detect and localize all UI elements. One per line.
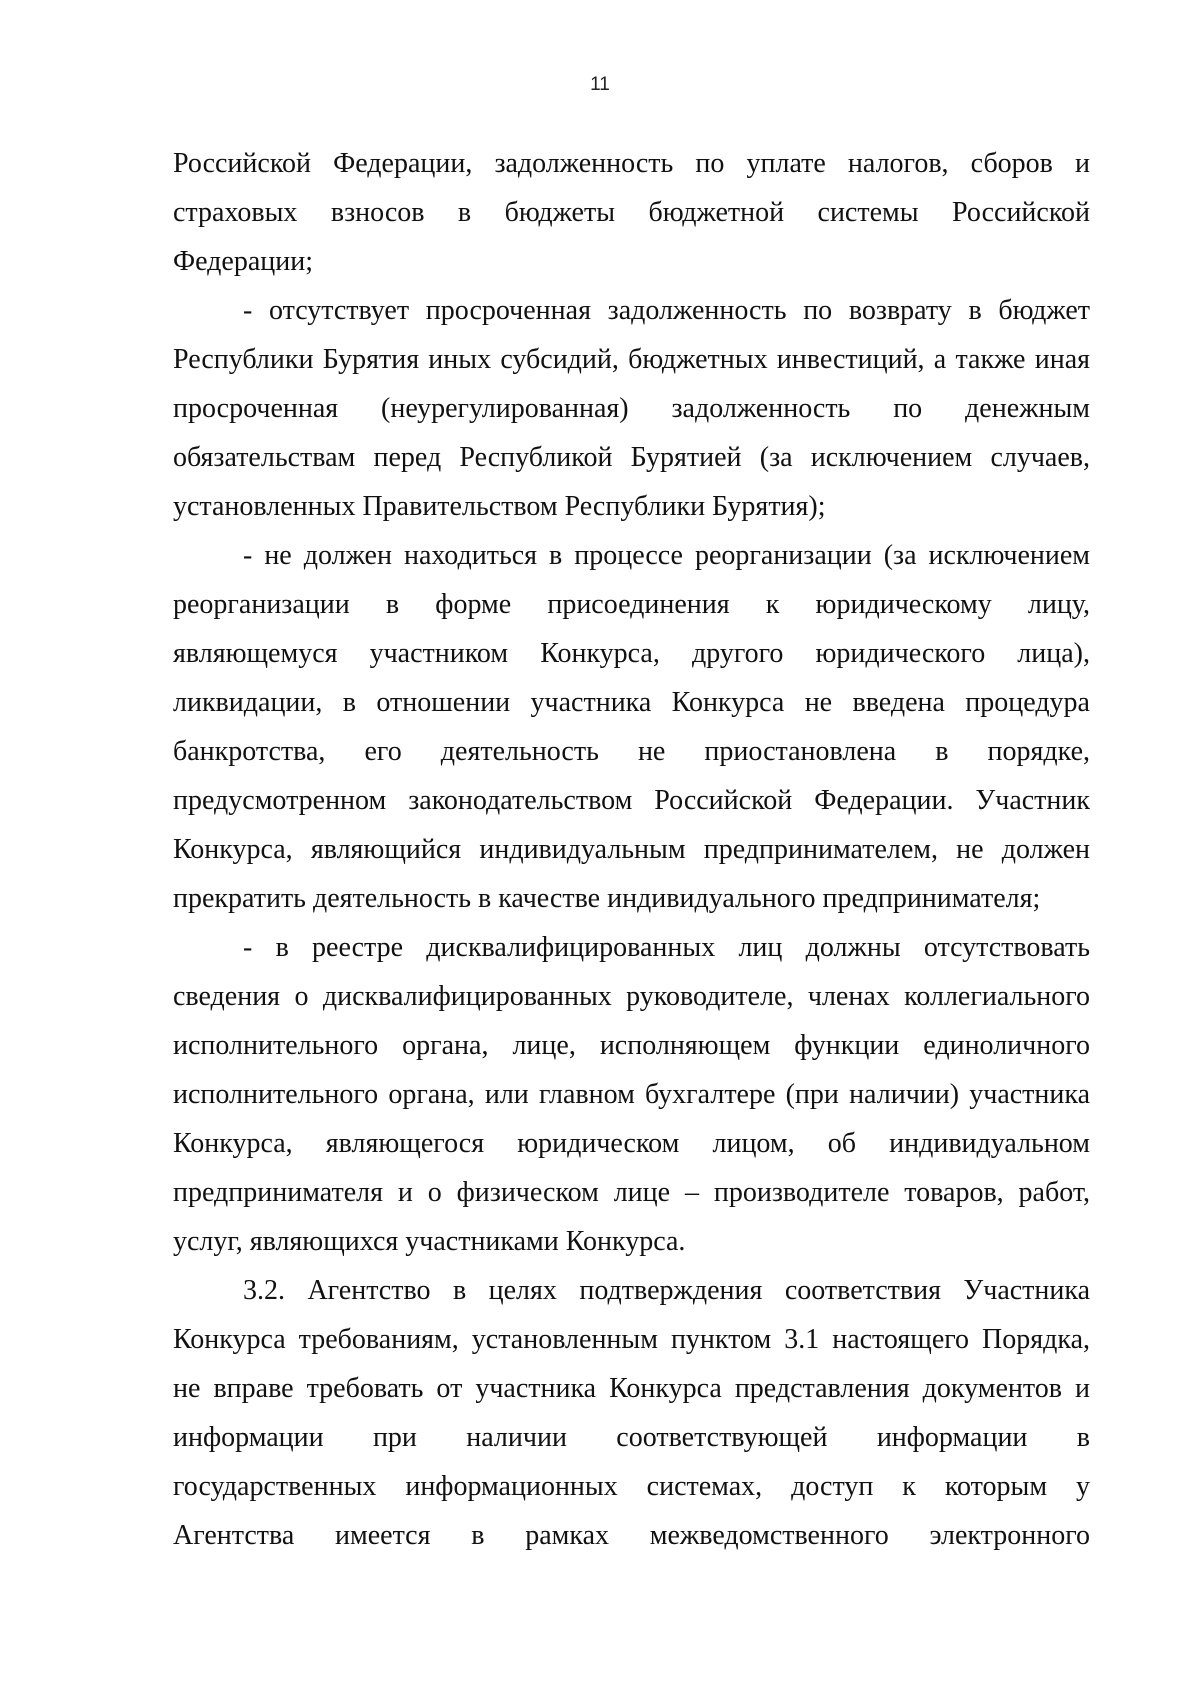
text-line: просроченная (неурегулированная) задолженность по денежным [173,393,1090,424]
page-number: 11 [590,74,610,95]
text-line: 3.2. Агентство в целях подтверждения соответствия Участника [243,1275,1090,1306]
text-line: реорганизации в форме присоединения к юридическому лицу, [173,589,1090,620]
paragraph-section-3-2 [173,1266,1090,1560]
document-body [173,139,1090,1560]
text-line: - отсутствует просроченная задолженность по возврату в бюджет [243,295,1090,326]
text-line: - не должен находиться в процессе реорганизации (за исключением [243,540,1090,571]
text-line: предусмотренном законодательством Российской Федерации. Участник [173,785,1090,816]
text-line: исполнительного органа, лице, исполняющем функции единоличного [173,1030,1090,1061]
text-line: прекратить деятельность в качестве индивидуального предпринимателя; [173,883,1041,914]
text-line: государственных информационных системах, доступ к которым у [173,1471,1090,1502]
text-line: Конкурса требованиям, установленным пунктом 3.1 настоящего Порядка, [173,1324,1090,1355]
text-line: услуг, являющихся участниками Конкурса. [173,1226,686,1257]
text-line: исполнительного органа, или главном бухгалтере (при наличии) участника [173,1079,1090,1110]
text-line: не вправе требовать от участника Конкурса представления документов и [173,1373,1090,1404]
text-line: предпринимателя и о физическом лице – производителе товаров, работ, [173,1177,1090,1208]
text-line: информации при наличии соответствующей информации в [173,1422,1090,1453]
text-line: Республики Бурятия иных субсидий, бюджетных инвестиций, а также иная [173,344,1090,375]
paragraph-no-overdue-debt [173,286,1090,531]
text-line: Агентства имеется в рамках межведомственного электронного [173,1520,1090,1551]
text-line: ликвидации, в отношении участника Конкурса не введена процедура [173,687,1090,718]
text-line: обязательствам перед Республикой Бурятией (за исключением случаев, [173,442,1090,473]
paragraph-no-reorganization [173,531,1090,923]
text-line: Конкурса, являющегося юридическом лицом, об индивидуальном [173,1128,1090,1159]
text-line: банкротства, его деятельность не приостановлена в порядке, [173,736,1090,767]
paragraph-continuation [173,139,1090,286]
paragraph-disqualified-persons [173,923,1090,1266]
text-line: - в реестре дисквалифицированных лиц должны отсутствовать [243,932,1090,963]
text-line: Федерации; [173,246,314,277]
text-line: Российской Федерации, задолженность по уплате налогов, сборов и [173,148,1090,179]
text-line: Конкурса, являющийся индивидуальным предпринимателем, не должен [173,834,1090,865]
text-line: являющемуся участником Конкурса, другого юридического лица), [173,638,1090,669]
text-line: сведения о дисквалифицированных руководителе, членах коллегиального [173,981,1090,1012]
text-line: установленных Правительством Республики Бурятия); [173,491,826,522]
text-line: страховых взносов в бюджеты бюджетной системы Российской [173,197,1090,228]
